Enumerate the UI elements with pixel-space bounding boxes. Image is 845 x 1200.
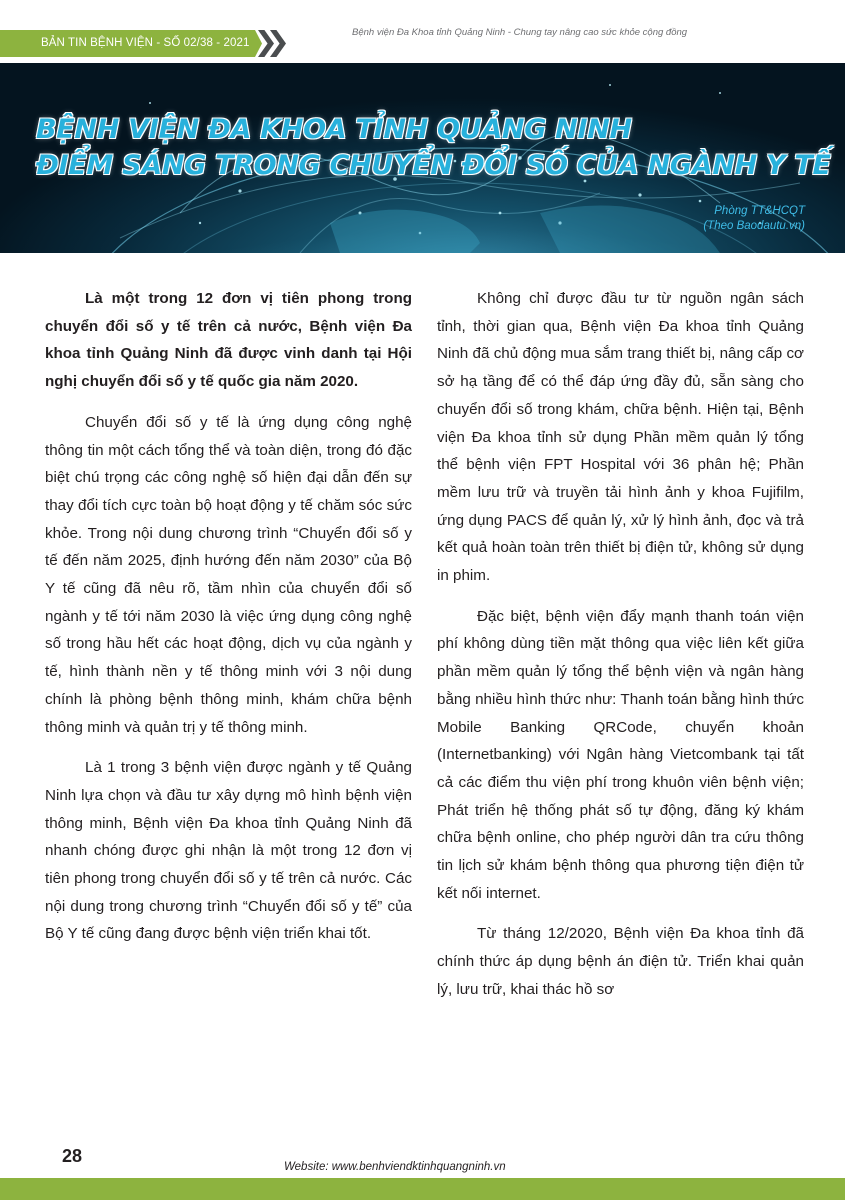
column-right xyxy=(437,285,804,1017)
footer-bar xyxy=(0,1178,845,1200)
bulletin-issue: BẢN TIN BỆNH VIỆN - SỐ 02/38 - 2021 xyxy=(41,37,250,49)
source: (Theo Baodautu.vn) xyxy=(703,220,805,232)
title-line-2: ĐIỂM SÁNG TRONG CHUYỂN ĐỔI SỐ CỦA NGÀNH Y TẾ xyxy=(36,150,831,181)
author: Phòng TT&HCQT xyxy=(714,205,805,217)
paragraph: Từ tháng 12/2020, Bệnh viện Đa khoa tỉnh đã chính thức áp dụng bệnh án điện tử. Triển khai quản lý, lưu trữ, khai thác hồ sơ xyxy=(437,925,804,998)
paragraph: Đặc biệt, bệnh viện đẩy mạnh thanh toán viện phí không dùng tiền mặt thông qua việc liên kết giữa phần mềm quản lý tổng thể bệnh viện và ngân hàng bằng nhiều hình thức như: Thanh toán bằng hình thức Mobile Banking QRCode, chuyển khoản (Internetbanking) với Ngân hàng Vietcombank tại tất cả các điểm thu viện phí trong khuôn viên bệnh viện; Phát triển hệ thống phát số tự động, đăng ký khám chữa bệnh online, cho phép người dân tra cứu thông tin lịch sử khám bệnh thông qua phương tiện điện tử kết nối internet. xyxy=(437,607,804,902)
paragraph: Là 1 trong 3 bệnh viện được ngành y tế Quảng Ninh lựa chọn và đầu tư xây dựng mô hình bệnh viện thông minh, Bệnh viện Đa khoa tỉnh Quảng Ninh đã nhanh chóng được ghi nhận là một trong 12 đơn vị tiên phong trong chuyển đổi số y tế trên cả nước. Các nội dung trong chương trình “Chuyển đổi số y tế” của Bộ Y tế cũng đang được bệnh viện triển khai tốt. xyxy=(45,759,412,943)
footer-website: Website: www.benhviendktinhquangninh.vn xyxy=(284,1161,506,1173)
column-left xyxy=(45,285,412,961)
byline xyxy=(703,204,805,234)
title-line-1: BỆNH VIỆN ĐA KHOA TỈNH QUẢNG NINH xyxy=(36,114,632,145)
paragraph: Chuyển đổi số y tế là ứng dụng công nghệ thông tin một cách tổng thể và toàn diện, trong đó đặc biệt chú trọng các công nghệ số hiện đại dẫn đến sự thay đổi tích cực toàn bộ hoạt động y tế chăm sóc sức khỏe. Trong nội dung chương trình “Chuyển đổi số y tế đến năm 2025, định hướng đến năm 2030” của Bộ Y tế cũng đã nêu rõ, tầm nhìn của chuyển đổi số ngành y tế tới năm 2030 là việc ứng dụng công nghệ số trong hầu hết các hoạt động, dịch vụ của ngành y tế, hình thành nền y tế thông minh với 3 nội dung chính là phòng bệnh thông minh, khám chữa bệnh thông minh và quản trị y tế thông minh. xyxy=(45,413,412,736)
header-slogan: Bệnh viện Đa Khoa tỉnh Quảng Ninh - Chung tay nâng cao sức khỏe cộng đồng xyxy=(352,27,688,38)
header-band xyxy=(0,0,845,63)
paragraph: Không chỉ được đầu tư từ nguồn ngân sách tỉnh, thời gian qua, Bệnh viện Đa khoa tỉnh Quảng Ninh đã chủ động mua sắm trang thiết bị, nâng cấp cơ sở hạ tầng để có thể đáp ứng đầy đủ, sẵn sàng cho chuyển đổi số trong khám, chữa bệnh. Hiện tại, Bệnh viện Đa khoa tỉnh sử dụng Phần mềm quản lý tổng thể bệnh viện FPT Hospital với 36 phân hệ; Phần mềm lưu trữ và truyền tải hình ảnh y khoa Fujifilm, ứng dụng PACS để quản lý, xử lý hình ảnh, đọc và trả kết quả hoàn toàn trên thiết bị điện tử, không sử dụng in phim. xyxy=(437,290,804,585)
lead-paragraph: Là một trong 12 đơn vị tiên phong trong chuyển đổi số y tế trên cả nước, Bệnh viện Đa khoa tỉnh Quảng Ninh đã được vinh danh tại Hội nghị chuyển đổi số y tế quốc gia năm 2020. xyxy=(45,290,412,391)
page-number: 28 xyxy=(62,1146,83,1166)
hero-banner xyxy=(0,63,845,253)
article-title xyxy=(36,112,831,184)
